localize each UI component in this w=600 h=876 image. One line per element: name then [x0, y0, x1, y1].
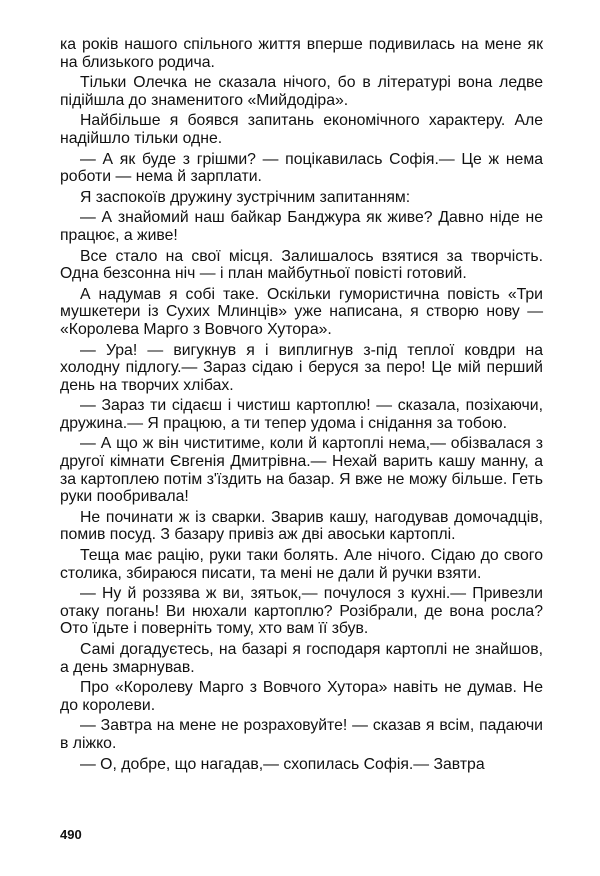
- paragraph-14: — Ну й роззява ж ви, зятьок,— почулося з кухні.— Привезли отаку погань! Ви нюхали картоплю? Розібрали, де вона росла? Ото їдьте і поверніть тому, хто вам її збув.: [60, 585, 543, 638]
- paragraph-2: Тільки Олечка не сказала нічого, бо в літературі вона ледве підійшла до знаменитого «Мийдодіра».: [60, 74, 543, 109]
- paragraph-18: — О, добре, що нагадав,— схопилась Софія.— Завтра: [80, 755, 485, 773]
- page-number: 490: [60, 827, 82, 842]
- paragraph-10: — Зараз ти сідаєш і чистиш картоплю! — сказала, позіхаючи, дружина.— Я працюю, а ти тепер удома і снідання за тобою.: [60, 397, 543, 432]
- paragraph-5: Я заспокоїв дружину зустрічним запитанням:: [80, 188, 411, 206]
- paragraph-6: — А знайомий наш байкар Банджура як живе? Давно ніде не працює, а живе!: [60, 209, 543, 244]
- page-body-text: [60, 36, 543, 776]
- paragraph-12: Не починати ж із сварки. Зварив кашу, нагодував домочадців, помив посуд. З базару привіз аж дві авоськи картоплі.: [60, 508, 543, 544]
- paragraph-15: Самі догадуєтесь, на базарі я господаря картоплі не знайшов, а день змарнував.: [60, 641, 543, 676]
- paragraph-7: Все стало на свої місця. Залишалось взятися за творчість. Одна безсонна ніч — і план майбутньої повісті готовий.: [60, 247, 543, 283]
- paragraph-9: — Ура! — вигукнув я і виплигнув з-під теплої ковдри на холодну підлогу.— Зараз сідаю і беруся за перо! Це мій перший день на творчих хлібах.: [60, 341, 543, 394]
- paragraph-16: Про «Королеву Марго з Вовчого Хутора» навіть не думав. Не до королеви.: [60, 679, 543, 714]
- paragraph-3: Найбільше я боявся запитань економічного характеру. Але надійшло тільки одне.: [60, 112, 543, 147]
- paragraph-1: ка років нашого спільного життя вперше подивилась на мене як на близького родича.: [60, 36, 543, 71]
- paragraph-13: Теща має рацію, руки таки болять. Але нічого. Сідаю до свого столика, збираюся писати, та мені не дали й ручки взяти.: [60, 547, 543, 582]
- paragraph-4: — А як буде з грішми? — поцікавилась Софія.— Це ж нема роботи — нема й зарплати.: [60, 150, 543, 186]
- paragraph-11: — А що ж він чиститиме, коли й картоплі нема,— обізвалася з другої кімнати Євгенія Дмитрівна.— Нехай варить кашу манну, а за картоплею потім з'їздить на базар. Я вже не можу більше. Геть руки пообривала!: [60, 435, 543, 506]
- paragraph-17: — Завтра на мене не розраховуйте! — сказав я всім, падаючи в ліжко.: [60, 717, 543, 752]
- paragraph-8: А надумав я собі таке. Оскільки гумористична повість «Три мушкетери із Сухих Млинців» уже написана, я створю нову — «Королева Марго з Вовчого Хутора».: [60, 285, 543, 338]
